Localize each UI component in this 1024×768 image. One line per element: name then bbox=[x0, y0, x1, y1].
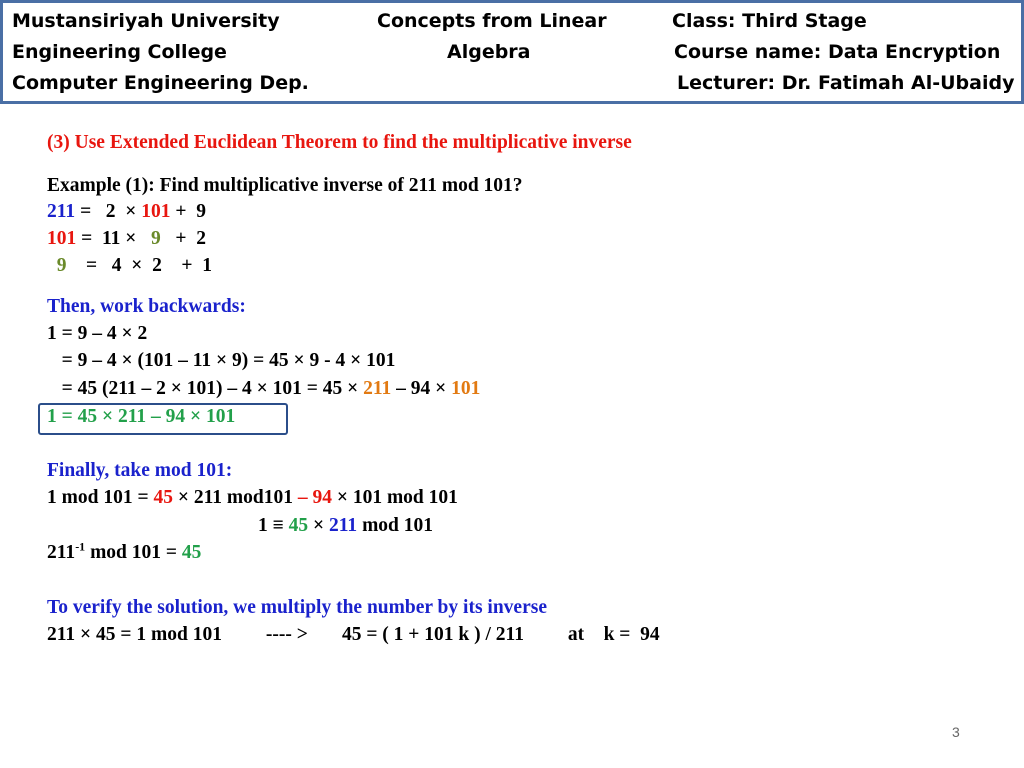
f2-45: 45 bbox=[288, 515, 309, 536]
line3-211: 211 bbox=[363, 378, 392, 399]
euclid-step-2 bbox=[47, 226, 206, 252]
f2-pre: 1 ≡ bbox=[258, 515, 289, 536]
line3-pre: = 45 (211 – 2 × 101) – 4 × 101 = 45 × bbox=[47, 378, 364, 399]
f1-pre: 1 mod 101 = bbox=[47, 487, 154, 508]
step3-dividend: 9 bbox=[47, 255, 67, 276]
f1-94: – 94 bbox=[297, 487, 332, 508]
lecturer-name: Lecturer: Dr. Fatimah Al-Ubaidy bbox=[677, 72, 1015, 94]
page-number: 3 bbox=[952, 724, 960, 740]
backwards-result: 1 = 45 × 211 – 94 × 101 bbox=[47, 406, 236, 427]
verify-heading: To verify the solution, we multiply the number by its inverse bbox=[47, 597, 547, 618]
subject-line-1: Concepts from Linear bbox=[377, 10, 607, 32]
finally-line-3 bbox=[47, 540, 201, 566]
f2-mid: × bbox=[308, 515, 329, 536]
verify-line: 211 × 45 = 1 mod 101 ---- > 45 = ( 1 + 101 k ) / 211 at k = 94 bbox=[47, 624, 660, 645]
step1-rest: + 9 bbox=[170, 201, 207, 222]
backwards-line-3 bbox=[47, 376, 480, 402]
line3-mid: – 94 × bbox=[391, 378, 452, 399]
f3-mid: mod 101 = bbox=[85, 542, 182, 563]
euclid-step-1 bbox=[47, 199, 206, 225]
department-name: Computer Engineering Dep. bbox=[12, 72, 309, 94]
step2-eq: = 11 × bbox=[76, 228, 152, 249]
f1-45: 45 bbox=[153, 487, 173, 508]
step3-eq: = 4 × 2 + 1 bbox=[66, 255, 212, 276]
subject-line-2: Algebra bbox=[447, 41, 531, 63]
f1-post: × 101 mod 101 bbox=[331, 487, 458, 508]
step1-dividend: 211 bbox=[47, 201, 76, 222]
finally-line-1 bbox=[47, 485, 458, 511]
finally-heading: Finally, take mod 101: bbox=[47, 460, 233, 481]
f1-mid: × 211 mod101 bbox=[172, 487, 298, 508]
course-name: Course name: Data Encryption bbox=[674, 41, 1001, 63]
f3-value: 45 bbox=[181, 542, 202, 563]
step1-divisor: 101 bbox=[141, 201, 171, 222]
class-stage: Class: Third Stage bbox=[672, 10, 867, 32]
backwards-line-2: = 9 – 4 × (101 – 11 × 9) = 45 × 9 - 4 × 101 bbox=[47, 350, 396, 371]
example-heading: Example (1): Find multiplicative inverse of 211 mod 101? bbox=[47, 175, 523, 196]
college-name: Engineering College bbox=[12, 41, 227, 63]
euclid-step-3 bbox=[47, 253, 212, 279]
section-title: (3) Use Extended Euclidean Theorem to find the multiplicative inverse bbox=[47, 132, 632, 153]
step2-dividend: 101 bbox=[47, 228, 77, 249]
f2-post: mod 101 bbox=[357, 515, 434, 536]
step1-eq: = 2 × bbox=[75, 201, 142, 222]
finally-line-2 bbox=[258, 513, 433, 539]
university-name: Mustansiriyah University bbox=[12, 10, 280, 32]
line3-101: 101 bbox=[451, 378, 481, 399]
f3-base: 211 bbox=[47, 542, 76, 563]
backwards-heading: Then, work backwards: bbox=[47, 296, 246, 317]
f2-211: 211 bbox=[329, 515, 358, 536]
step2-divisor: 9 bbox=[151, 228, 161, 249]
backwards-line-1: 1 = 9 – 4 × 2 bbox=[47, 323, 148, 344]
header-box bbox=[0, 0, 1024, 104]
step2-rest: + 2 bbox=[160, 228, 207, 249]
f3-exponent: -1 bbox=[75, 539, 86, 554]
